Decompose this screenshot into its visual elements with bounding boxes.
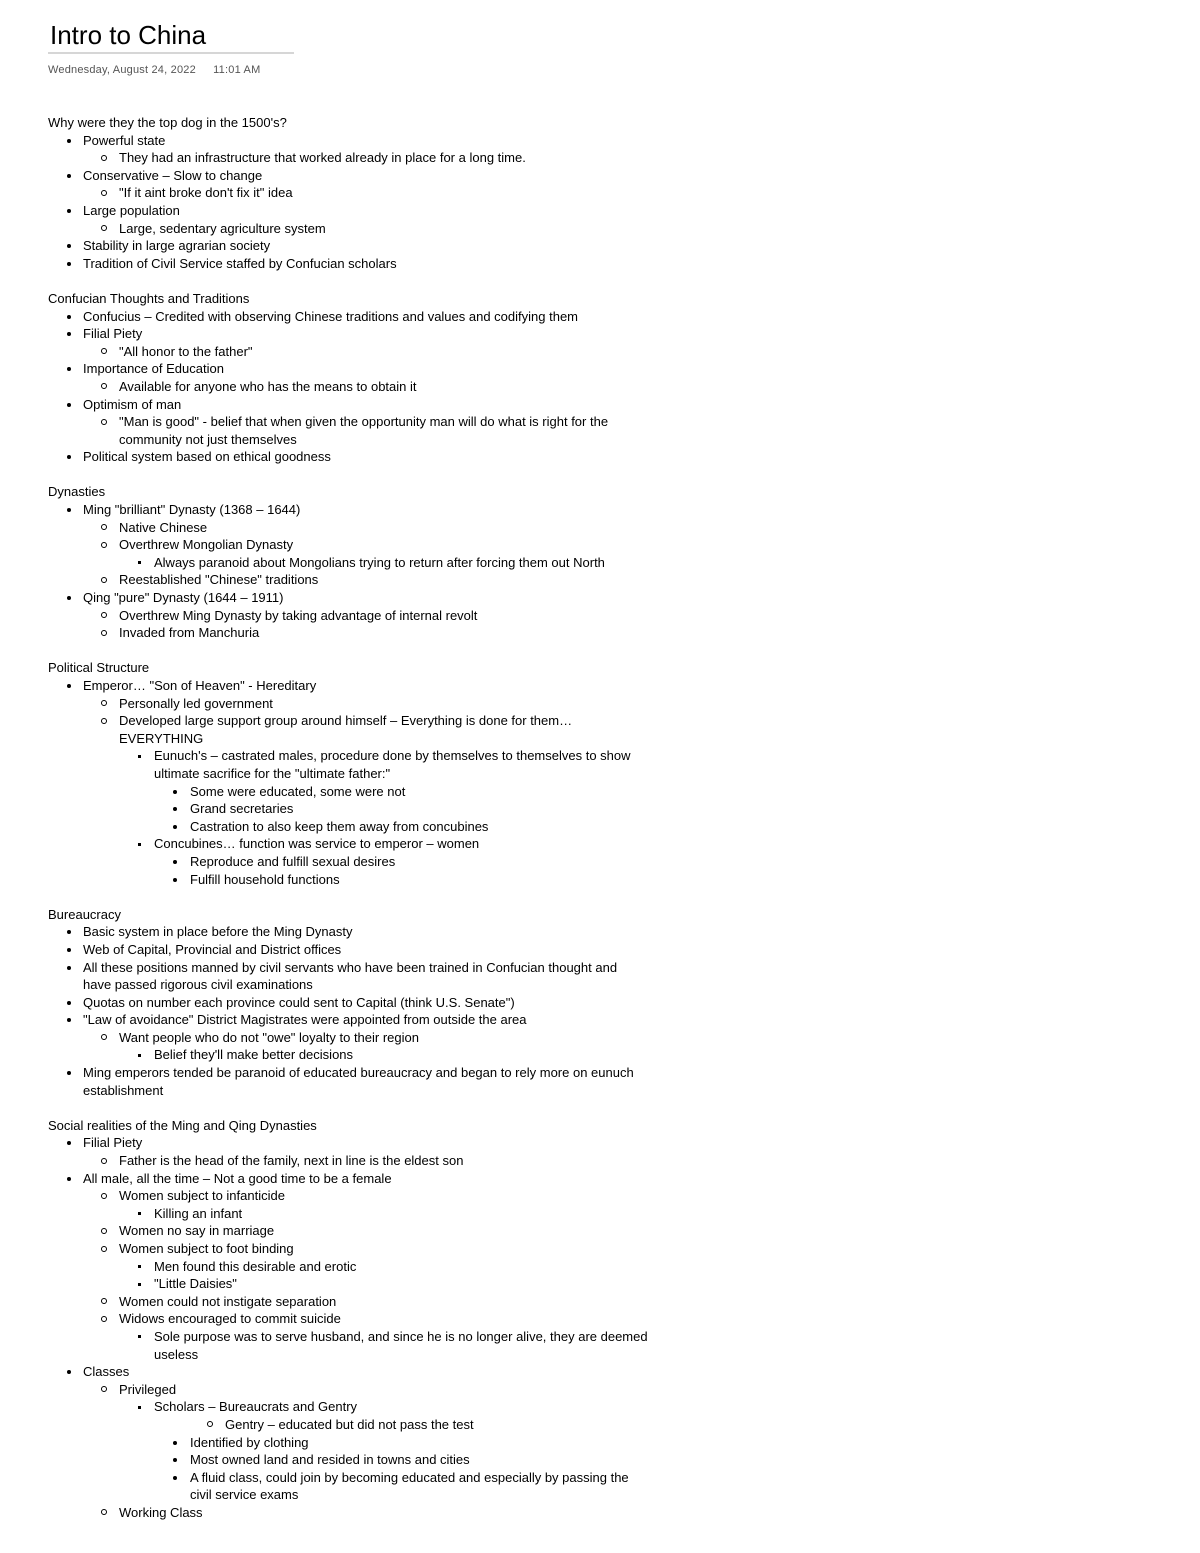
bullet-icon xyxy=(67,209,71,213)
list-item-text: Web of Capital, Provincial and District offices xyxy=(83,941,342,957)
list-item xyxy=(48,1064,648,1099)
list-item xyxy=(48,1363,648,1381)
list-item xyxy=(48,1504,648,1522)
list-item-text: Sole purpose was to serve husband, and since he is no longer alive, they are deemed useless xyxy=(154,1328,648,1362)
list-item-text: "Little Daisies" xyxy=(154,1276,237,1292)
list-item-text: Developed large support group around himself – Everything is done for them… EVERYTHING xyxy=(119,713,573,746)
list-item-text: Filial Piety xyxy=(83,326,143,342)
list-item xyxy=(48,360,648,378)
list-item xyxy=(48,132,648,150)
list-item xyxy=(48,149,648,167)
bullet-list xyxy=(48,677,648,888)
bullet-icon xyxy=(101,225,107,231)
list-item-text: Classes xyxy=(83,1364,130,1380)
page-date: Wednesday, August 24, 2022 xyxy=(48,64,196,76)
list-item-text: Optimism of man xyxy=(83,396,182,412)
list-item xyxy=(48,1258,648,1276)
bullet-icon xyxy=(173,790,177,794)
list-item-text: Concubines… function was service to emperor – women xyxy=(154,836,480,852)
list-item xyxy=(48,1293,648,1311)
bullet-icon xyxy=(138,1283,141,1286)
bullet-icon xyxy=(67,1018,71,1022)
bullet-icon xyxy=(67,1071,71,1075)
list-item xyxy=(48,1416,648,1434)
list-item-text: Qing "pure" Dynasty (1644 – 1911) xyxy=(83,590,284,606)
list-item xyxy=(48,308,648,326)
bullet-icon xyxy=(138,1265,141,1268)
list-item-text: Gentry – educated but did not pass the test xyxy=(225,1416,474,1432)
list-item-text: Large, sedentary agriculture system xyxy=(119,220,326,236)
note-section xyxy=(48,659,648,888)
list-item xyxy=(48,1310,648,1328)
bullet-icon xyxy=(67,244,71,248)
list-item xyxy=(48,923,648,941)
bullet-icon xyxy=(101,577,107,583)
list-item-text: Always paranoid about Mongolians trying to return after forcing them out North xyxy=(154,554,605,570)
bullet-icon xyxy=(173,1476,177,1480)
list-item xyxy=(48,1451,648,1469)
list-item xyxy=(48,1046,648,1064)
list-item-text: Ming emperors tended be paranoid of educated bureaucracy and began to rely more on eunuch establishment xyxy=(83,1065,634,1098)
list-item-text: Conservative – Slow to change xyxy=(83,167,263,183)
bullet-icon xyxy=(67,508,71,512)
list-item xyxy=(48,959,648,994)
bullet-icon xyxy=(67,684,71,688)
bullet-icon xyxy=(101,700,107,706)
bullet-icon xyxy=(173,1458,177,1462)
list-item-text: Filial Piety xyxy=(83,1135,143,1151)
bullet-icon xyxy=(101,718,107,724)
list-item-text: All male, all the time – Not a good time to be a female xyxy=(83,1170,392,1186)
bullet-icon xyxy=(101,383,107,389)
list-item xyxy=(48,325,648,343)
list-item xyxy=(48,853,648,871)
note-section xyxy=(48,483,648,641)
bullet-icon xyxy=(67,455,71,459)
bullet-icon xyxy=(101,542,107,548)
bullet-icon xyxy=(67,966,71,970)
list-item-text: Ming "brilliant" Dynasty (1368 – 1644) xyxy=(83,502,301,518)
list-item-text: Scholars – Bureaucrats and Gentry xyxy=(154,1399,358,1415)
list-item-text: Reproduce and fulfill sexual desires xyxy=(190,853,396,869)
bullet-icon xyxy=(101,1228,107,1234)
bullet-icon xyxy=(67,174,71,178)
bullet-icon xyxy=(101,1509,107,1515)
list-item xyxy=(48,448,648,466)
section-heading: Dynasties xyxy=(48,484,106,500)
bullet-list xyxy=(48,308,648,466)
bullet-icon xyxy=(67,1001,71,1005)
bullet-icon xyxy=(101,524,107,530)
list-item xyxy=(48,1381,648,1399)
list-item-text: Working Class xyxy=(119,1504,203,1520)
bullet-icon xyxy=(138,1212,141,1215)
list-item xyxy=(48,237,648,255)
list-item-text: Confucius – Credited with observing Chinese traditions and values and codifying them xyxy=(83,308,579,324)
list-item-text: They had an infrastructure that worked already in place for a long time. xyxy=(119,150,526,166)
bullet-icon xyxy=(173,1441,177,1445)
bullet-icon xyxy=(67,596,71,600)
bullet-icon xyxy=(101,1193,107,1199)
bullet-icon xyxy=(138,755,141,758)
list-item xyxy=(48,571,648,589)
list-item xyxy=(48,1029,648,1047)
bullet-icon xyxy=(67,139,71,143)
note-section xyxy=(48,906,648,1100)
bullet-icon xyxy=(138,1406,141,1409)
list-item xyxy=(48,554,648,572)
list-item-text: Emperor… "Son of Heaven" - Hereditary xyxy=(83,678,317,693)
list-item-text: Belief they'll make better decisions xyxy=(154,1047,354,1063)
list-item xyxy=(48,519,648,537)
page-header xyxy=(48,18,294,76)
list-item-text: Fulfill household functions xyxy=(190,871,340,887)
bullet-icon xyxy=(67,930,71,934)
list-item-text: Widows encouraged to commit suicide xyxy=(119,1311,341,1327)
list-item-text: Grand secretaries xyxy=(190,801,294,817)
list-item xyxy=(48,255,648,273)
bullet-icon xyxy=(101,1034,107,1040)
list-item xyxy=(48,800,648,818)
bullet-icon xyxy=(67,948,71,952)
bullet-list xyxy=(48,501,648,642)
list-item xyxy=(48,747,648,782)
list-item xyxy=(48,501,648,519)
page-time: 11:01 AM xyxy=(213,64,261,76)
list-item xyxy=(48,220,648,238)
list-item xyxy=(48,1222,648,1240)
list-item xyxy=(48,1170,648,1188)
list-item xyxy=(48,1152,648,1170)
list-item-text: Invaded from Manchuria xyxy=(119,625,260,641)
list-item-text: Father is the head of the family, next in line is the eldest son xyxy=(119,1153,464,1169)
list-item-text: Tradition of Civil Service staffed by Confucian scholars xyxy=(83,255,397,271)
list-item-text: Native Chinese xyxy=(119,519,208,535)
bullet-icon xyxy=(173,807,177,811)
list-item xyxy=(48,413,648,448)
list-item-text: Powerful state xyxy=(83,132,166,148)
list-item-text: Killing an infant xyxy=(154,1205,243,1221)
bullet-icon xyxy=(101,630,107,636)
section-heading: Social realities of the Ming and Qing Dynasties xyxy=(48,1117,317,1133)
bullet-icon xyxy=(101,419,107,425)
bullet-icon xyxy=(67,1370,71,1374)
list-item-text: Some were educated, some were not xyxy=(190,783,406,799)
bullet-icon xyxy=(67,403,71,407)
bullet-icon xyxy=(173,878,177,882)
bullet-icon xyxy=(101,1158,107,1164)
list-item xyxy=(48,378,648,396)
list-item-text: Overthrew Mongolian Dynasty xyxy=(119,537,294,553)
list-item-text: Available for anyone who has the means to obtain it xyxy=(119,378,417,394)
list-item xyxy=(48,202,648,220)
list-item-text: "All honor to the father" xyxy=(119,343,253,359)
list-item xyxy=(48,1469,648,1504)
bullet-icon xyxy=(67,1141,71,1145)
bullet-icon xyxy=(138,561,141,564)
notes-body xyxy=(48,114,648,1539)
list-item xyxy=(48,871,648,889)
list-item xyxy=(48,783,648,801)
list-item-text: "Man is good" - belief that when given the opportunity man will do what is right for the community not just themselves xyxy=(119,414,609,447)
bullet-icon xyxy=(101,612,107,618)
list-item-text: Importance of Education xyxy=(83,361,224,377)
bullet-icon xyxy=(101,1246,107,1252)
list-item-text: Castration to also keep them away from concubines xyxy=(190,818,489,834)
list-item xyxy=(48,536,648,554)
list-item-text: All these positions manned by civil servants who have been trained in Confucian thought and have passed rigorous civil examinations xyxy=(83,959,618,993)
list-item-text: Want people who do not "owe" loyalty to their region xyxy=(119,1029,419,1045)
list-item-text: Women subject to foot binding xyxy=(119,1241,294,1256)
list-item-text: Identified by clothing xyxy=(190,1434,309,1450)
list-item-text: Personally led government xyxy=(119,695,273,711)
bullet-icon xyxy=(67,367,71,371)
bullet-list xyxy=(48,132,648,273)
bullet-icon xyxy=(138,1335,141,1338)
bullet-icon xyxy=(101,1316,107,1322)
list-item-text: Privileged xyxy=(119,1381,177,1397)
bullet-icon xyxy=(101,155,107,161)
list-item xyxy=(48,184,648,202)
bullet-icon xyxy=(101,348,107,354)
page-title: Intro to China xyxy=(48,18,294,54)
list-item xyxy=(48,589,648,607)
bullet-list xyxy=(48,923,648,1099)
section-heading: Confucian Thoughts and Traditions xyxy=(48,290,250,306)
note-section xyxy=(48,1117,648,1522)
bullet-icon xyxy=(67,1177,71,1181)
list-item xyxy=(48,1240,648,1258)
list-item xyxy=(48,624,648,642)
list-item-text: Reestablished "Chinese" traditions xyxy=(119,572,319,588)
list-item-text: Stability in large agrarian society xyxy=(83,238,271,254)
list-item xyxy=(48,1398,648,1416)
page-meta xyxy=(48,64,294,76)
section-heading: Political Structure xyxy=(48,660,150,676)
list-item xyxy=(48,1187,648,1205)
list-item xyxy=(48,818,648,836)
list-item-text: Men found this desirable and erotic xyxy=(154,1258,357,1274)
list-item-text: Eunuch's – castrated males, procedure done by themselves to themselves to show ultimate sacrifice for the "ultimate father:" xyxy=(154,748,631,781)
list-item-text: Political system based on ethical goodness xyxy=(83,449,331,465)
list-item-text: Overthrew Ming Dynasty by taking advantage of internal revolt xyxy=(119,607,478,623)
list-item xyxy=(48,677,648,695)
list-item-text: Women could not instigate separation xyxy=(119,1293,337,1309)
bullet-list xyxy=(48,1134,648,1521)
list-item xyxy=(48,941,648,959)
list-item xyxy=(48,167,648,185)
note-section xyxy=(48,290,648,466)
bullet-icon xyxy=(101,190,107,196)
list-item-text: Large population xyxy=(83,202,180,218)
list-item-text: Most owned land and resided in towns and cities xyxy=(190,1452,470,1468)
list-item xyxy=(48,835,648,853)
list-item-text: "If it aint broke don't fix it" idea xyxy=(119,185,293,201)
list-item xyxy=(48,396,648,414)
list-item-text: Women no say in marriage xyxy=(119,1223,275,1239)
bullet-icon xyxy=(173,860,177,864)
list-item-text: "Law of avoidance" District Magistrates were appointed from outside the area xyxy=(83,1012,527,1028)
list-item-text: Women subject to infanticide xyxy=(119,1188,285,1204)
list-item xyxy=(48,1328,648,1363)
list-item xyxy=(48,607,648,625)
bullet-icon xyxy=(67,262,71,266)
list-item xyxy=(48,1434,648,1452)
list-item xyxy=(48,1011,648,1029)
list-item xyxy=(48,1275,648,1293)
bullet-icon xyxy=(101,1386,107,1392)
list-item xyxy=(48,695,648,713)
list-item-text: Quotas on number each province could sent to Capital (think U.S. Senate") xyxy=(83,994,515,1010)
note-section xyxy=(48,114,648,272)
list-item xyxy=(48,994,648,1012)
bullet-icon xyxy=(138,1054,141,1057)
bullet-icon xyxy=(138,843,141,846)
list-item-text: A fluid class, could join by becoming educated and especially by passing the civil service exams xyxy=(190,1469,629,1503)
list-item xyxy=(48,712,648,747)
bullet-icon xyxy=(101,1298,107,1304)
bullet-icon xyxy=(173,825,177,829)
list-item xyxy=(48,343,648,361)
list-item-text: Basic system in place before the Ming Dynasty xyxy=(83,924,353,940)
bullet-icon xyxy=(67,315,71,319)
section-heading: Why were they the top dog in the 1500's? xyxy=(48,115,287,130)
bullet-icon xyxy=(207,1421,213,1427)
list-item xyxy=(48,1134,648,1152)
section-heading: Bureaucracy xyxy=(48,906,121,922)
bullet-icon xyxy=(67,332,71,336)
list-item xyxy=(48,1205,648,1223)
